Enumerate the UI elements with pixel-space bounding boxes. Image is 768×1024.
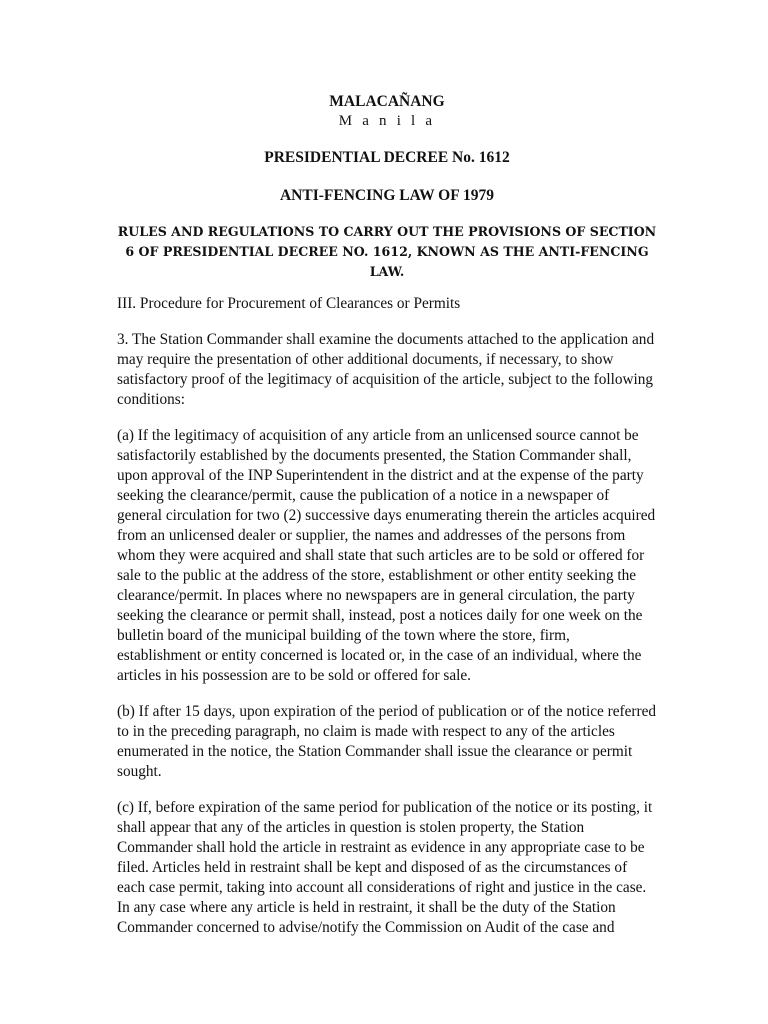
law-title: ANTI-FENCING LAW OF 1979 (279, 187, 494, 204)
decree-number: PRESIDENTIAL DECREE No. 1612 (264, 149, 510, 166)
document-body (117, 92, 657, 938)
paragraph-c: (c) If, before expiration of the same period for publication of the notice or its posting, it shall appear that any of the articles in question is stolen property, the Station Commander shall hold the article in restraint as evidence in any appropriate case to be filed. Articles held in restraint shall be kept and disposed of as the circumstances of each case permit, taking into account all considerations of right and justice in the case. In any case where any article is held in restraint, it shall be the duty of the Station Commander concerned to advise/notify the Commission on Audit of the case and (117, 799, 653, 936)
section-heading: III. Procedure for Procurement of Clearances or Permits (117, 295, 461, 312)
issuing-city: M a n i l a (338, 113, 436, 129)
rules-title: RULES AND REGULATIONS TO CARRY OUT THE PROVISIONS OF SECTION 6 OF PRESIDENTIAL DECREE NO. 1612, KNOWN AS THE ANTI-FENCING LAW. (117, 224, 657, 279)
paragraph-a: (a) If the legitimacy of acquisition of any article from an unlicensed source cannot be satisfactorily established by the documents presented, the Station Commander shall, upon approval of the INP Superintendent in the district and at the expense of the party seeking the clearance/permit, cause the publication of a notice in a newspaper of general circulation for two (2) successive days enumerating therein the articles acquired from an unlicensed dealer or supplier, the names and addresses of the persons from whom they were acquired and shall state that such articles are to be sold or offered for sale to the public at the address of the store, establishment or other entity seeking the clearance/permit. In places where no newspapers are in general circulation, the party seeking the clearance or permit shall, instead, post a notices daily for one week on the bulletin board of the municipal building of the town where the store, firm, establishment or entity concerned is located or, in the case of an individual, where the articles in his possession are to be sold or offered for sale. (117, 427, 656, 684)
paragraph-b: (b) If after 15 days, upon expiration of the period of publication or of the notice referred to in the preceding paragraph, no claim is made with respect to any of the articles enumerated in the notice, the Station Commander shall issue the clearance or permit sought. (117, 703, 657, 780)
issuing-office: MALACAÑANG (329, 93, 445, 110)
paragraph-3: 3. The Station Commander shall examine the documents attached to the application and may require the presentation of other additional documents, if necessary, to show satisfactory proof of the legitimacy of acquisition of the article, subject to the following conditions: (117, 331, 655, 408)
